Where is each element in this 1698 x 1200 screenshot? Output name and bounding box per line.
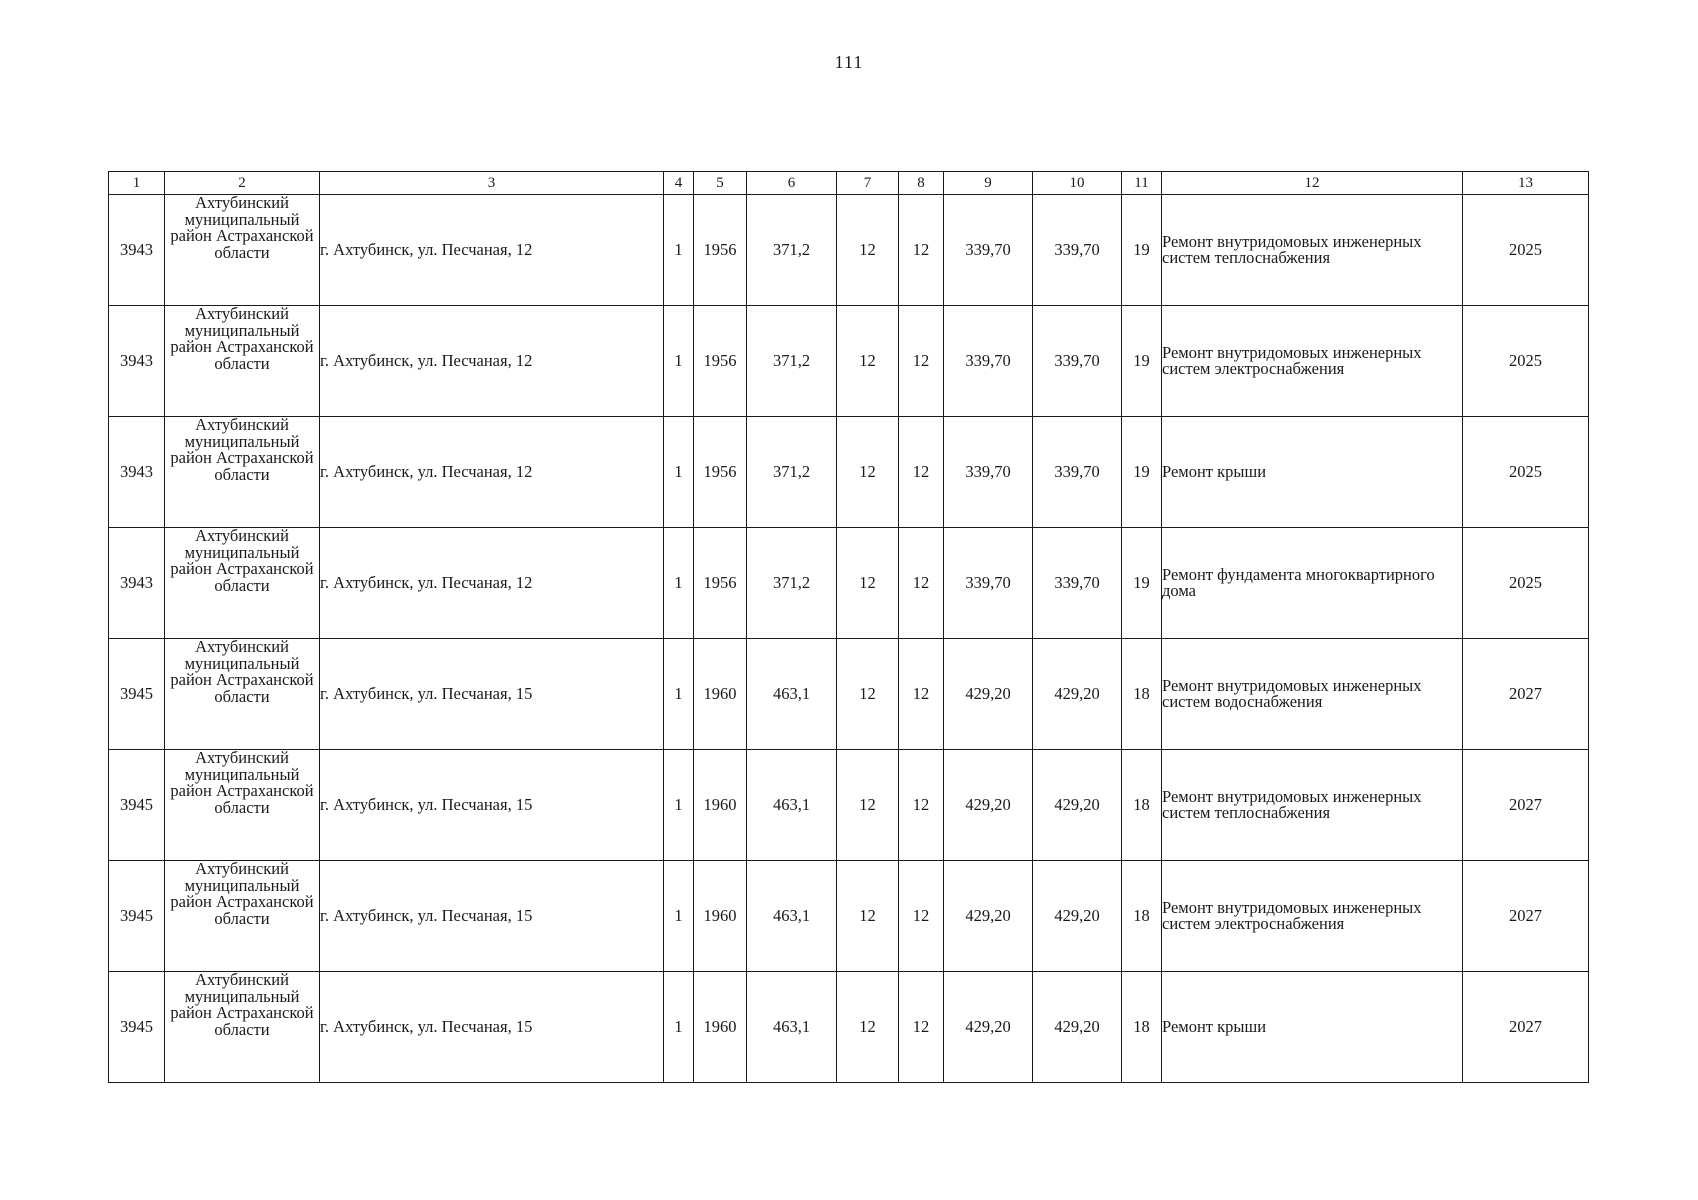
district-cell: Ахтубинский муниципальный район Астраханской области xyxy=(165,972,320,1083)
plan-year-cell: 2025 xyxy=(1463,528,1589,639)
cell-col10: 339,70 xyxy=(1033,306,1122,417)
cell-col4: 1 xyxy=(664,861,694,972)
column-number-row xyxy=(109,172,1589,195)
table-row xyxy=(109,972,1589,1083)
work-type-cell: Ремонт крыши xyxy=(1162,972,1463,1083)
address-cell: г. Ахтубинск, ул. Песчаная, 15 xyxy=(320,750,664,861)
column-header: 11 xyxy=(1122,172,1162,195)
plan-year-cell: 2027 xyxy=(1463,861,1589,972)
column-header: 3 xyxy=(320,172,664,195)
cell-col10: 339,70 xyxy=(1033,195,1122,306)
cell-col9: 339,70 xyxy=(944,195,1033,306)
house-id-cell: 3945 xyxy=(109,861,165,972)
table-row xyxy=(109,750,1589,861)
house-id-cell: 3943 xyxy=(109,417,165,528)
table-row xyxy=(109,306,1589,417)
year-built-cell: 1960 xyxy=(694,972,747,1083)
cell-col6: 463,1 xyxy=(747,639,837,750)
work-type-cell: Ремонт внутридомовых инженерных систем электроснабжения xyxy=(1162,306,1463,417)
column-header: 9 xyxy=(944,172,1033,195)
cell-col7: 12 xyxy=(837,861,899,972)
cell-col4: 1 xyxy=(664,972,694,1083)
plan-year-cell: 2027 xyxy=(1463,639,1589,750)
address-cell: г. Ахтубинск, ул. Песчаная, 12 xyxy=(320,195,664,306)
column-header: 12 xyxy=(1162,172,1463,195)
column-header: 1 xyxy=(109,172,165,195)
work-type-cell: Ремонт внутридомовых инженерных систем теплоснабжения xyxy=(1162,195,1463,306)
cell-col11: 18 xyxy=(1122,750,1162,861)
cell-col9: 339,70 xyxy=(944,306,1033,417)
cell-col7: 12 xyxy=(837,306,899,417)
work-type-cell: Ремонт крыши xyxy=(1162,417,1463,528)
cell-col7: 12 xyxy=(837,417,899,528)
cell-col7: 12 xyxy=(837,639,899,750)
house-id-cell: 3943 xyxy=(109,306,165,417)
cell-col10: 429,20 xyxy=(1033,861,1122,972)
cell-col9: 429,20 xyxy=(944,861,1033,972)
house-id-cell: 3945 xyxy=(109,639,165,750)
address-cell: г. Ахтубинск, ул. Песчаная, 12 xyxy=(320,306,664,417)
table-row xyxy=(109,528,1589,639)
cell-col7: 12 xyxy=(837,750,899,861)
column-header: 7 xyxy=(837,172,899,195)
plan-year-cell: 2025 xyxy=(1463,306,1589,417)
cell-col6: 371,2 xyxy=(747,528,837,639)
column-header: 10 xyxy=(1033,172,1122,195)
district-cell: Ахтубинский муниципальный район Астраханской области xyxy=(165,306,320,417)
cell-col4: 1 xyxy=(664,639,694,750)
work-type-cell: Ремонт внутридомовых инженерных систем электроснабжения xyxy=(1162,861,1463,972)
column-header: 8 xyxy=(899,172,944,195)
cell-col7: 12 xyxy=(837,195,899,306)
plan-year-cell: 2027 xyxy=(1463,750,1589,861)
cell-col11: 19 xyxy=(1122,417,1162,528)
cell-col9: 429,20 xyxy=(944,750,1033,861)
column-header: 5 xyxy=(694,172,747,195)
cell-col11: 18 xyxy=(1122,639,1162,750)
cell-col6: 371,2 xyxy=(747,306,837,417)
cell-col11: 18 xyxy=(1122,861,1162,972)
year-built-cell: 1956 xyxy=(694,306,747,417)
column-header: 6 xyxy=(747,172,837,195)
cell-col10: 429,20 xyxy=(1033,972,1122,1083)
cell-col10: 429,20 xyxy=(1033,750,1122,861)
work-type-cell: Ремонт внутридомовых инженерных систем водоснабжения xyxy=(1162,639,1463,750)
table-row xyxy=(109,417,1589,528)
address-cell: г. Ахтубинск, ул. Песчаная, 15 xyxy=(320,861,664,972)
cell-col4: 1 xyxy=(664,195,694,306)
cell-col10: 339,70 xyxy=(1033,417,1122,528)
cell-col9: 429,20 xyxy=(944,639,1033,750)
cell-col7: 12 xyxy=(837,972,899,1083)
table-row xyxy=(109,195,1589,306)
year-built-cell: 1956 xyxy=(694,528,747,639)
address-cell: г. Ахтубинск, ул. Песчаная, 15 xyxy=(320,639,664,750)
cell-col10: 339,70 xyxy=(1033,528,1122,639)
year-built-cell: 1956 xyxy=(694,195,747,306)
cell-col6: 371,2 xyxy=(747,195,837,306)
cell-col8: 12 xyxy=(899,528,944,639)
plan-year-cell: 2025 xyxy=(1463,195,1589,306)
cell-col4: 1 xyxy=(664,528,694,639)
cell-col8: 12 xyxy=(899,861,944,972)
house-id-cell: 3945 xyxy=(109,750,165,861)
cell-col10: 429,20 xyxy=(1033,639,1122,750)
register-table xyxy=(108,171,1589,1083)
cell-col6: 371,2 xyxy=(747,417,837,528)
address-cell: г. Ахтубинск, ул. Песчаная, 15 xyxy=(320,972,664,1083)
column-header: 4 xyxy=(664,172,694,195)
address-cell: г. Ахтубинск, ул. Песчаная, 12 xyxy=(320,528,664,639)
house-id-cell: 3943 xyxy=(109,195,165,306)
cell-col11: 19 xyxy=(1122,306,1162,417)
district-cell: Ахтубинский муниципальный район Астраханской области xyxy=(165,195,320,306)
column-header: 2 xyxy=(165,172,320,195)
cell-col8: 12 xyxy=(899,972,944,1083)
table-row xyxy=(109,639,1589,750)
page-number: 111 xyxy=(834,52,864,72)
cell-col8: 12 xyxy=(899,417,944,528)
district-cell: Ахтубинский муниципальный район Астраханской области xyxy=(165,861,320,972)
house-id-cell: 3943 xyxy=(109,528,165,639)
column-header: 13 xyxy=(1463,172,1589,195)
district-cell: Ахтубинский муниципальный район Астраханской области xyxy=(165,528,320,639)
cell-col4: 1 xyxy=(664,417,694,528)
year-built-cell: 1960 xyxy=(694,639,747,750)
cell-col11: 19 xyxy=(1122,195,1162,306)
district-cell: Ахтубинский муниципальный район Астраханской области xyxy=(165,639,320,750)
table-row xyxy=(109,861,1589,972)
work-type-cell: Ремонт внутридомовых инженерных систем теплоснабжения xyxy=(1162,750,1463,861)
address-cell: г. Ахтубинск, ул. Песчаная, 12 xyxy=(320,417,664,528)
cell-col4: 1 xyxy=(664,306,694,417)
year-built-cell: 1960 xyxy=(694,750,747,861)
district-cell: Ахтубинский муниципальный район Астраханской области xyxy=(165,750,320,861)
cell-col9: 339,70 xyxy=(944,528,1033,639)
work-type-cell: Ремонт фундамента многоквартирного дома xyxy=(1162,528,1463,639)
cell-col4: 1 xyxy=(664,750,694,861)
cell-col11: 18 xyxy=(1122,972,1162,1083)
cell-col9: 429,20 xyxy=(944,972,1033,1083)
cell-col6: 463,1 xyxy=(747,972,837,1083)
cell-col8: 12 xyxy=(899,306,944,417)
house-id-cell: 3945 xyxy=(109,972,165,1083)
cell-col11: 19 xyxy=(1122,528,1162,639)
cell-col9: 339,70 xyxy=(944,417,1033,528)
year-built-cell: 1956 xyxy=(694,417,747,528)
cell-col6: 463,1 xyxy=(747,861,837,972)
plan-year-cell: 2025 xyxy=(1463,417,1589,528)
cell-col7: 12 xyxy=(837,528,899,639)
cell-col8: 12 xyxy=(899,750,944,861)
plan-year-cell: 2027 xyxy=(1463,972,1589,1083)
cell-col8: 12 xyxy=(899,639,944,750)
cell-col8: 12 xyxy=(899,195,944,306)
district-cell: Ахтубинский муниципальный район Астраханской области xyxy=(165,417,320,528)
cell-col6: 463,1 xyxy=(747,750,837,861)
year-built-cell: 1960 xyxy=(694,861,747,972)
